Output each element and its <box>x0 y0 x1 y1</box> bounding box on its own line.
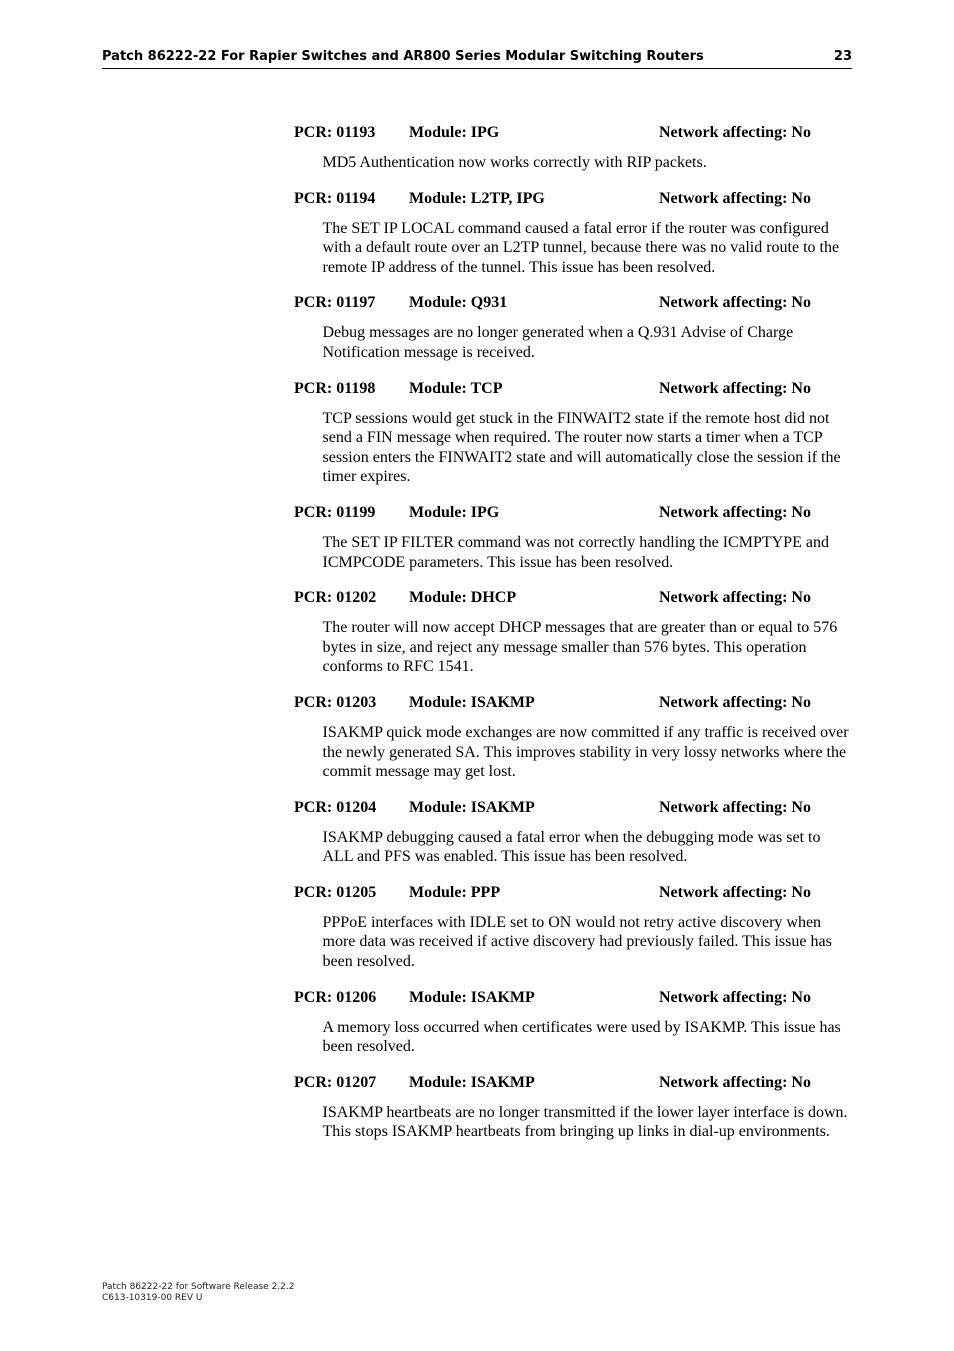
pcr-number: PCR: 01205 <box>294 883 377 901</box>
pcr-network-affecting: Network affecting: No <box>659 589 811 607</box>
pcr-entry <box>294 989 854 1057</box>
pcr-description: Debug messages are no longer generated when a Q.931 Advise of Charge Notification message is received. <box>322 324 794 361</box>
pcr-entry <box>294 884 854 972</box>
pcr-network-affecting: Network affecting: No <box>659 693 811 711</box>
pcr-module: Module: IPG <box>409 124 500 141</box>
pcr-entry <box>294 589 854 677</box>
document-title: Patch 86222-22 For Rapier Switches and AR800 Series Modular Switching Routers <box>102 49 704 64</box>
page-number: 23 <box>833 49 852 64</box>
pcr-entry-heading <box>294 1074 854 1093</box>
page-header <box>102 46 852 69</box>
pcr-network-affecting: Network affecting: No <box>659 798 811 816</box>
pcr-network-affecting: Network affecting: No <box>659 883 811 901</box>
pcr-entry <box>294 504 854 572</box>
pcr-entry-heading <box>294 694 854 713</box>
pcr-entry <box>294 1074 854 1142</box>
pcr-entry-heading <box>294 589 854 608</box>
pcr-description: ISAKMP quick mode exchanges are now committed if any traffic is received over the newly generated SA. This improves stability in very lossy networks where the commit message may get lost. <box>322 723 849 781</box>
pcr-description: The SET IP LOCAL command caused a fatal error if the router was configured with a default route over an L2TP tunnel, because there was no valid route to the remote IP address of the tunnel. This issue has been resolved. <box>322 219 840 276</box>
pcr-module: Module: TCP <box>409 379 503 397</box>
pcr-entry <box>294 124 854 173</box>
pcr-number: PCR: 01203 <box>294 693 377 711</box>
pcr-entry <box>294 694 854 782</box>
pcr-entry <box>294 190 854 278</box>
pcr-entry-heading <box>294 380 854 399</box>
pcr-number: PCR: 01193 <box>294 124 376 141</box>
pcr-number: PCR: 01198 <box>294 379 376 397</box>
pcr-number: PCR: 01204 <box>294 798 377 816</box>
pcr-number: PCR: 01194 <box>294 189 376 207</box>
footer-doc-number: C613-10319-00 REV U <box>102 1293 203 1303</box>
page-footer <box>102 1282 294 1304</box>
pcr-entry-heading <box>294 989 854 1008</box>
pcr-entry-heading <box>294 504 854 523</box>
pcr-number: PCR: 01197 <box>294 294 376 312</box>
pcr-description: The SET IP FILTER command was not correctly handling the ICMPTYPE and ICMPCODE parameters. This issue has been resolved. <box>322 533 829 571</box>
pcr-description: The router will now accept DHCP messages that are greater than or equal to 576 bytes in size, and reject any message smaller than 576 bytes. This operation conforms to RFC 1541. <box>322 619 838 676</box>
pcr-network-affecting: Network affecting: No <box>659 379 811 397</box>
pcr-description: ISAKMP heartbeats are no longer transmitted if the lower layer interface is down. This stops ISAKMP heartbeats from bringing up links in dial-up environments. <box>322 1103 848 1141</box>
pcr-network-affecting: Network affecting: No <box>659 1073 811 1091</box>
pcr-entry-heading <box>294 884 854 903</box>
pcr-entry-heading <box>294 799 854 818</box>
pcr-module: Module: ISAKMP <box>409 988 535 1006</box>
pcr-description: MD5 Authentication now works correctly with RIP packets. <box>322 154 707 171</box>
pcr-module: Module: IPG <box>409 503 500 521</box>
pcr-module: Module: ISAKMP <box>409 1073 535 1091</box>
footer-release-line: Patch 86222-22 for Software Release 2.2.2 <box>102 1282 295 1292</box>
pcr-entry <box>294 380 854 487</box>
pcr-network-affecting: Network affecting: No <box>659 503 811 521</box>
pcr-network-affecting: Network affecting: No <box>659 294 811 312</box>
pcr-number: PCR: 01202 <box>294 589 377 607</box>
pcr-description: PPPoE interfaces with IDLE set to ON would not retry active discovery when more data was received if active discovery had previously failed. This issue has been resolved. <box>322 913 832 971</box>
pcr-module: Module: Q931 <box>409 294 508 312</box>
pcr-module: Module: ISAKMP <box>409 693 535 711</box>
pcr-module: Module: L2TP, IPG <box>409 189 545 207</box>
pcr-description: TCP sessions would get stuck in the FINWAIT2 state if the remote host did not send a FIN message when required. The router now starts a timer when a TCP session enters the FINWAIT2 state and will automatically close the session if the timer expires. <box>322 409 841 486</box>
pcr-entry-heading <box>294 294 854 313</box>
pcr-entry-heading <box>294 124 854 143</box>
pcr-module: Module: PPP <box>409 883 501 901</box>
pcr-description: ISAKMP debugging caused a fatal error when the debugging mode was set to ALL and PFS was enabled. This issue has been resolved. <box>322 828 821 866</box>
pcr-number: PCR: 01207 <box>294 1073 377 1091</box>
pcr-entry <box>294 294 854 362</box>
pcr-module: Module: ISAKMP <box>409 798 535 816</box>
pcr-network-affecting: Network affecting: No <box>659 189 811 207</box>
pcr-list <box>294 124 854 1159</box>
pcr-network-affecting: Network affecting: No <box>659 124 811 141</box>
pcr-entry-heading <box>294 190 854 209</box>
pcr-network-affecting: Network affecting: No <box>659 988 811 1006</box>
pcr-description: A memory loss occurred when certificates were used by ISAKMP. This issue has been resolved. <box>322 1018 841 1056</box>
pcr-number: PCR: 01206 <box>294 988 377 1006</box>
pcr-entry <box>294 799 854 867</box>
pcr-number: PCR: 01199 <box>294 503 376 521</box>
pcr-module: Module: DHCP <box>409 589 517 607</box>
